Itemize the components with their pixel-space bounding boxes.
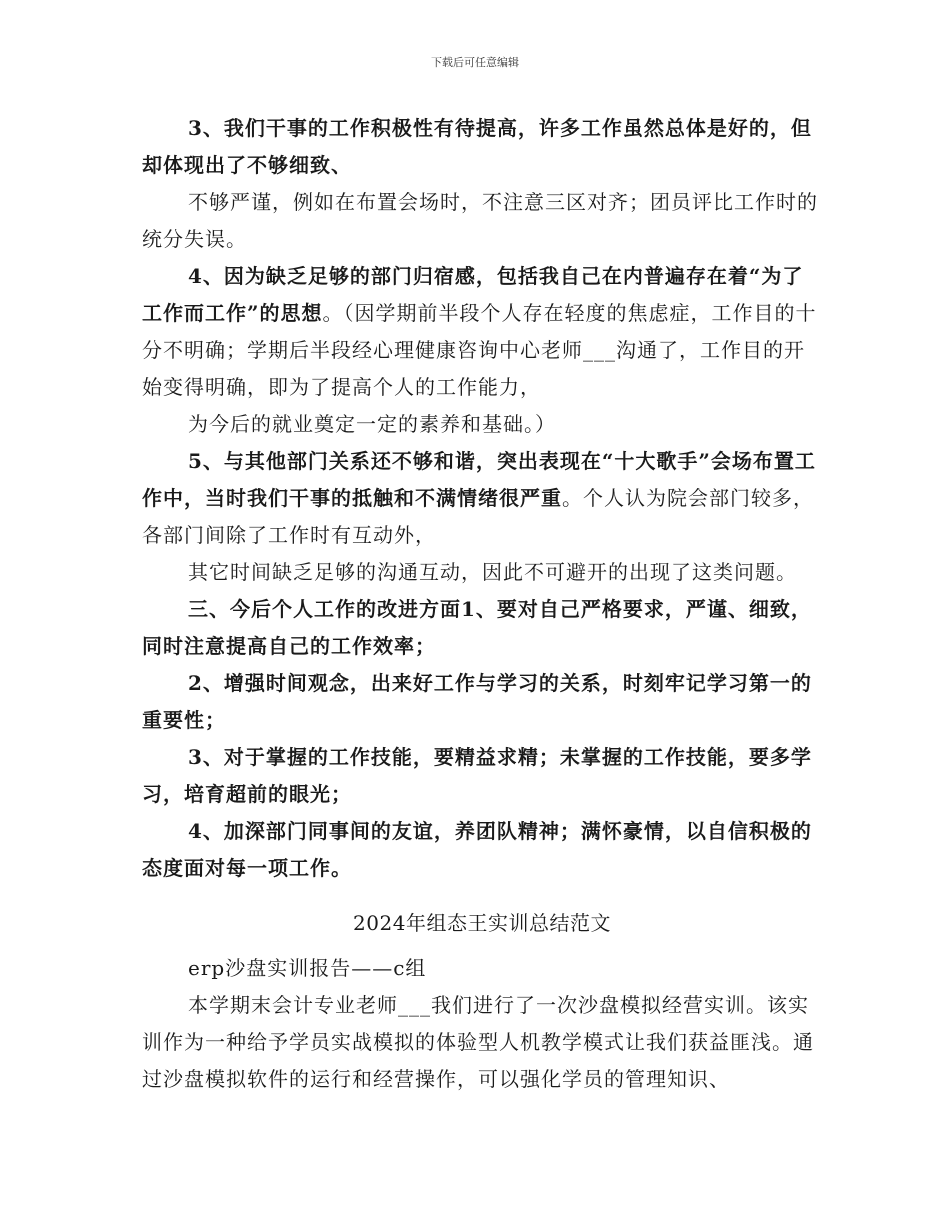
paragraph-5 xyxy=(142,443,822,554)
paragraph-3 xyxy=(142,258,822,406)
paragraph-3-rest: 。（因学期前半段个人存在轻度的焦虑症，工作目的十分不明确；学期后半段经心理健康咨询中心老师___沟通了，工作目的开始变得明确，即为了提高个人的工作能力， xyxy=(142,301,817,399)
paragraph-8: 2、增强时间观念，出来好工作与学习的关系，时刻牢记学习第一的重要性； xyxy=(142,671,812,732)
paragraph-10: 4、加深部门同事间的友谊，养团队精神；满怀豪情，以自信积极的态度面对每一项工作。 xyxy=(142,819,812,880)
page-header: 下载后可任意编辑 xyxy=(431,56,519,69)
paragraph-2: 不够严谨，例如在布置会场时，不注意三区对齐；团员评比工作时的统分失误。 xyxy=(142,190,818,251)
paragraph-5-bold: 5、与其他部门关系还不够和谐，突出表现在“十大歌手”会场布置工作中，当时我们干事的抵触和不满情绪很严重 xyxy=(142,449,816,510)
paragraph-12: 本学期末会计专业老师___我们进行了一次沙盘模拟经营实训。该实训作为一种给予学员实战模拟的体验型人机教学模式让我们获益匪浅。通过沙盘模拟软件的运行和经营操作，可以强化学员的管理知识、 xyxy=(142,993,814,1091)
section-title: 2024年组态王实训总结范文 xyxy=(353,911,611,935)
document-body xyxy=(142,110,822,1098)
paragraph-4: 为今后的就业奠定一定的素养和基础。） xyxy=(188,412,556,436)
paragraph-6: 其它时间缺乏足够的沟通互动，因此不可避开的出现了这类问题。 xyxy=(188,560,797,584)
paragraph-9: 3、对于掌握的工作技能，要精益求精；未掌握的工作技能，要多学习，培育超前的眼光； xyxy=(142,745,812,806)
paragraph-11: erp沙盘实训报告——c组 xyxy=(188,956,427,980)
paragraph-1: 3、我们干事的工作积极性有待提高，许多工作虽然总体是好的，但却体现出了不够细致、 xyxy=(142,116,812,177)
paragraph-3-bold: 4、因为缺乏足够的部门归宿感，包括我自己在内普遍存在着“为了工作而工作”的思想 xyxy=(142,264,804,325)
paragraph-7: 三、今后个人工作的改进方面1、要对自己严格要求，严谨、细致，同时注意提高自己的工作效率； xyxy=(142,597,812,658)
paragraph-5-rest: 。个人认为院会部门较多，各部门间除了工作时有互动外， xyxy=(142,486,814,547)
